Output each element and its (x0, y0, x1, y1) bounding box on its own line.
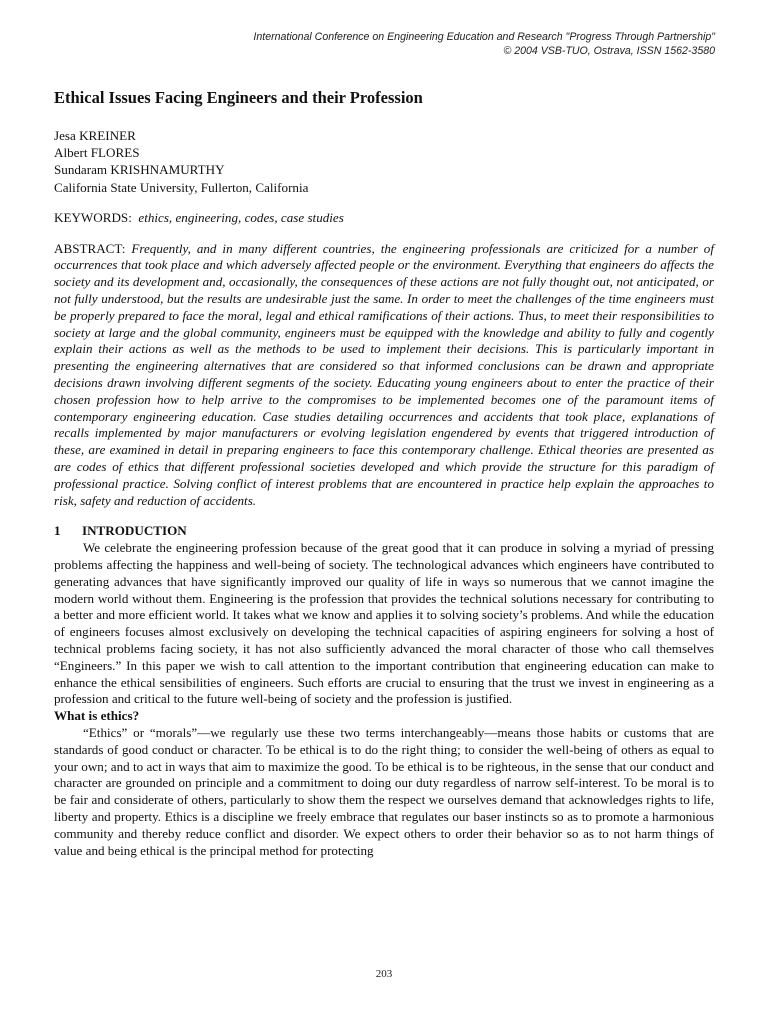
conference-name: International Conference on Engineering Education and Research "Progress Through Partnership" (253, 31, 715, 43)
author-name: Jesa KREINER (54, 128, 136, 143)
author-block (54, 127, 714, 196)
intro-paragraph: We celebrate the engineering profession because of the great good that it can produce in solving a myriad of pressing problems affecting the happiness and well-being of society. The technological advances which engineers have contributed to generating advances that have significantly improved our quality of life in ways so numerous that we cannot imagine the modern world without them. Engineering is the profession that provides the technical solutions necessary for contributing to a better and more efficient world. It takes what we know and applies it to solving society’s problems. And while the education of engineers focuses almost exclusively on developing the technical capacities of aspiring engineers for solving a host of technical problems facing society, it has not also sufficiently advanced the moral character of those who call themselves “Engineers.” In this paper we wish to call attention to the important contribution that engineering education can make to enhance the ethical sensibilities of engineers. Such efforts are crucial to ensuring that the trust we invest in engineering as a profession and critical to the future well-being of society and the profession is justified. (54, 540, 714, 707)
keywords-label: KEYWORDS: (54, 209, 132, 225)
section-number: 1 (54, 523, 61, 539)
abstract-text: Frequently, and in many different countries, the engineering professionals are criticized for a number of occurrences that took place and which adversely affected people or the environment. Everything that engineers do affects the society and its development and, occasionally, the consequences of these actions are not fully thought out, not anticipated, or not fully understood, but the results are undesirable just the same. In order to meet the challenges of the time engineers must be properly prepared to face the moral, legal and ethical ramifications of their actions. Thus, to meet their responsibilities to society at large and the global community, engineers must be equipped with the knowledge and ability to fully and cogently explain their actions as well as the methods to be used to implement their decisions. This is particularly important in presenting the engineering alternatives that are considered so that informed conclusions can be drawn and appropriate decisions drawn involving different segments of the society. Educating young engineers about to enter the practice of their chosen profession how to help arrive to the compromises to be implemented becomes one of the paramount items of contemporary engineering education. Case studies detailing occurrences and accidents that took place, explanations of recalls implemented by major manufacturers or evolving legislation engendered by events that triggered introduction of these, are examined in detail in preparing engineers to face this contemporary challenge. Ethical theories are presented as are codes of ethics that different professional societies developed and which provide the structure for this paradigm of professional practice. Solving conflict of interest problems that are encountered in practice help explain the approaches to risk, safety and reduction of accidents. (54, 240, 714, 508)
paper-title: Ethical Issues Facing Engineers and their Profession (54, 88, 423, 107)
abstract-label: ABSTRACT: (54, 240, 126, 256)
subheading: What is ethics? (54, 708, 140, 724)
copyright-line: © 2004 VSB-TUO, Ostrava, ISSN 1562-3580 (503, 45, 715, 57)
keywords-line (54, 210, 714, 227)
ethics-paragraph: “Ethics” or “morals”—we regularly use these two terms interchangeably—means those habits or customs that are standards of good conduct or character. To be ethical is to do the right thing; to consider the well-being of others as equal to your own; and to act in ways that aim to maximize the good. To be ethical is to be righteous, in the sense that our conduct and character are grounded on principle and a commitment to doing our duty regardless of narrow self-interest. To be moral is to be fair and considerate of others, particularly to show them the respect we ourselves demand that acknowledges rights to life, liberty and property. Ethics is a discipline we freely embrace that regulates our baser instincts so as to promote a harmonious community and thereby reduce conflict and disorder. We expect others to order their behavior so as to not harm things of value and being ethical is the principal method for protecting (54, 724, 714, 858)
abstract (54, 241, 714, 510)
section-heading (54, 523, 714, 540)
author-name: Albert FLORES (54, 145, 140, 161)
section-title: INTRODUCTION (82, 523, 187, 539)
author-name: Sundaram KRISHNAMURTHY (54, 162, 225, 178)
keywords-value: ethics, engineering, codes, case studies (138, 209, 344, 225)
affiliation: California State University, Fullerton, California (54, 179, 309, 195)
page-number: 203 (375, 968, 393, 980)
conference-header (253, 30, 715, 58)
paper-body (54, 88, 714, 859)
